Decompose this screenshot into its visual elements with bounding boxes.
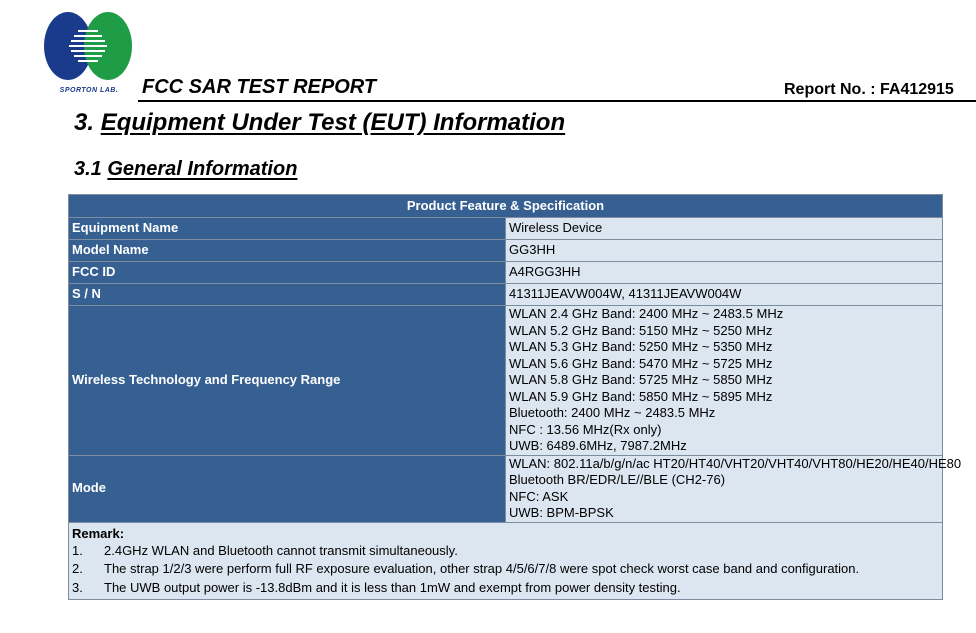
section-heading (74, 109, 565, 137)
row-value: A4RGG3HH (506, 262, 943, 284)
table-row (69, 455, 943, 522)
row-value: WLAN: 802.11a/b/g/n/ac HT20/HT40/VHT20/VHT40/VHT80/HE20/HE40/HE80 Bluetooth BR/EDR/LE//BLE (CH2-76) NFC: ASK UWB: BPM-BPSK (506, 455, 943, 522)
sporton-logo-icon (40, 8, 136, 88)
row-label: Model Name (69, 240, 506, 262)
spec-table (68, 194, 962, 600)
row-value: 41311JEAVW004W, 41311JEAVW004W (506, 284, 943, 306)
section-number: 3. (74, 109, 95, 136)
remark-item: 3. The UWB output power is -13.8dBm and it is less than 1mW and exempt from power density testing. (72, 579, 681, 595)
row-label: Wireless Technology and Frequency Range (69, 306, 506, 456)
row-label: S / N (69, 284, 506, 306)
logo-wordmark: SPORTON LAB. (59, 87, 119, 94)
table-header: Product Feature & Specification (69, 195, 943, 218)
row-label: FCC ID (69, 262, 506, 284)
table-row (69, 262, 943, 284)
row-value: GG3HH (506, 240, 943, 262)
section-title: Equipment Under Test (EUT) Information (100, 109, 566, 136)
table-row (69, 284, 943, 306)
table-row (69, 218, 943, 240)
remark-item: 1. 2.4GHz WLAN and Bluetooth cannot transmit simultaneously. (72, 542, 458, 558)
row-value: WLAN 2.4 GHz Band: 2400 MHz ~ 2483.5 MHz WLAN 5.2 GHz Band: 5150 MHz ~ 5250 MHz WLAN 5.3 GHz Band: 5250 MHz ~ 5350 MHz WLAN 5.6 GHz Band: 5470 MHz ~ 5725 MHz WLAN 5.8 GHz Band: 5725 MHz ~ 5850 MHz WLAN 5.9 GHz Band: 5850 MHz ~ 5895 MHz Bluetooth: 2400 MHz ~ 2483.5 MHz NFC : 13.56 MHz(Rx only) UWB: 6489.6MHz, 7987.2MHz (506, 306, 943, 456)
row-value: Wireless Device (506, 218, 943, 240)
remark-cell (69, 522, 943, 600)
header-divider (138, 100, 976, 102)
remark-row (69, 522, 943, 600)
row-label: Mode (69, 455, 506, 522)
sporton-logo (40, 8, 136, 100)
subsection-number: 3.1 (74, 158, 102, 180)
row-label: Equipment Name (69, 218, 506, 240)
remark-item: 2. The strap 1/2/3 were perform full RF exposure evaluation, other strap 4/5/6/7/8 were spot check worst case band and configuration. (72, 561, 860, 576)
table-row (69, 306, 943, 456)
subsection-heading (74, 158, 297, 181)
remark-title: Remark: (72, 525, 125, 541)
subsection-title: General Information (107, 158, 298, 180)
report-number: Report No. : FA412915 (784, 81, 954, 98)
table-row (69, 240, 943, 262)
report-title: FCC SAR TEST REPORT (142, 76, 377, 98)
